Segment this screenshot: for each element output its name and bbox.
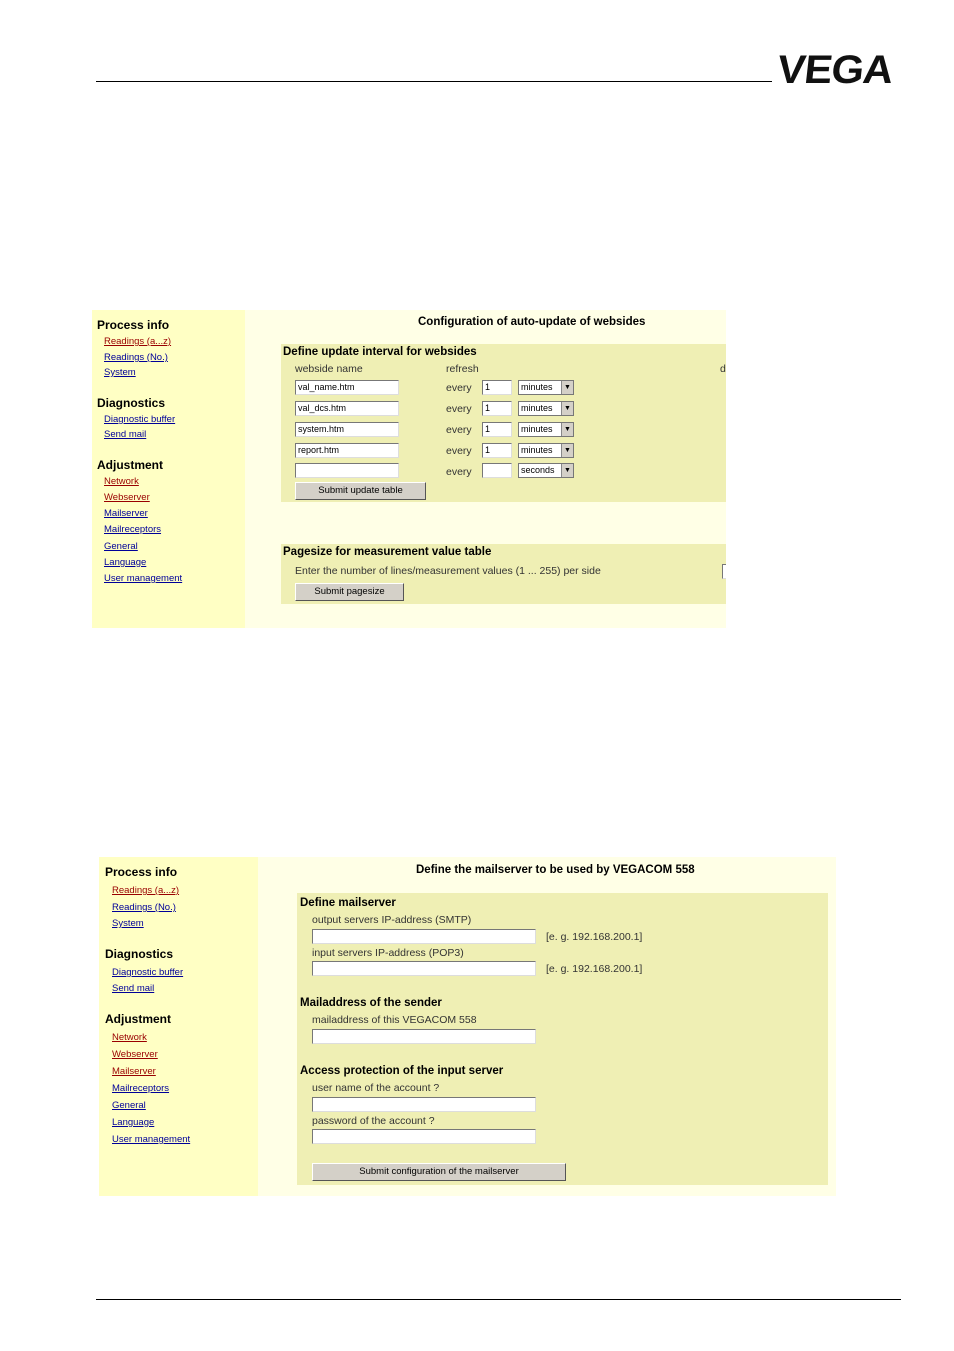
- unit-select-value: minutes: [521, 445, 553, 455]
- user-name-input[interactable]: [312, 1097, 536, 1112]
- sidebar-link-user-management[interactable]: User management: [104, 573, 183, 584]
- interval-input[interactable]: 1: [482, 401, 512, 416]
- pagesize-panel-heading: Pagesize for measurement value table: [283, 546, 492, 558]
- vega-logo: VEGA: [775, 48, 895, 92]
- sender-heading: Mailaddress of the sender: [300, 997, 442, 1009]
- unit-select-value: minutes: [521, 382, 553, 392]
- pagesize-input[interactable]: [722, 564, 726, 579]
- unit-select[interactable]: [518, 380, 574, 395]
- sidebar-link-mailserver[interactable]: Mailserver: [104, 508, 148, 519]
- page-title: Configuration of auto-update of websides: [418, 316, 646, 328]
- submit-mailserver-button[interactable]: Submit configuration of the mailserver: [312, 1163, 566, 1181]
- sidebar-heading-adjustment: Adjustment: [105, 1012, 171, 1026]
- pagesize-panel: [281, 544, 726, 604]
- page-title: Define the mailserver to be used by VEGACOM 558: [416, 864, 695, 876]
- interval-input[interactable]: 1: [482, 443, 512, 458]
- update-panel-heading: Define update interval for websides: [283, 346, 477, 358]
- sidebar-link-language[interactable]: Language: [104, 557, 147, 568]
- sidebar-link-mailreceptors[interactable]: Mailreceptors: [112, 1083, 170, 1094]
- pagesize-instruction: Enter the number of lines/measurement values (1 ... 255) per side: [295, 565, 601, 577]
- chevron-down-icon: ▼: [561, 402, 573, 415]
- sidebar-link-mailserver[interactable]: Mailserver: [112, 1066, 156, 1077]
- pop3-hint: [e. g. 192.168.200.1]: [546, 963, 643, 975]
- mailserver-panel: [297, 893, 828, 1185]
- sidebar-link-send-mail[interactable]: Send mail: [104, 429, 147, 440]
- footer-rule: [96, 1299, 901, 1300]
- sidebar-link-general[interactable]: General: [112, 1100, 146, 1111]
- screenshot-auto-update: [92, 310, 726, 628]
- column-cut: d: [720, 363, 726, 375]
- sidebar-link-webserver[interactable]: Webserver: [112, 1049, 158, 1060]
- sidebar-link-general[interactable]: General: [104, 541, 138, 552]
- every-label: every: [446, 424, 472, 436]
- sidebar: [92, 310, 245, 628]
- smtp-address-input[interactable]: [312, 929, 536, 944]
- webside-name-input[interactable]: [295, 463, 399, 478]
- sidebar-link-mailreceptors[interactable]: Mailreceptors: [104, 524, 162, 535]
- webside-name-input[interactable]: report.htm: [295, 443, 399, 458]
- smtp-hint: [e. g. 192.168.200.1]: [546, 931, 643, 943]
- unit-select[interactable]: [518, 401, 574, 416]
- sidebar-link-user-management[interactable]: User management: [112, 1134, 191, 1145]
- webside-name-input[interactable]: val_dcs.htm: [295, 401, 399, 416]
- sidebar-link-readings-no[interactable]: Readings (No.): [112, 902, 176, 913]
- chevron-down-icon: ▼: [561, 444, 573, 457]
- unit-select-value: minutes: [521, 424, 553, 434]
- sidebar-link-diagnostic-buffer[interactable]: Diagnostic buffer: [112, 967, 184, 978]
- access-heading: Access protection of the input server: [300, 1065, 504, 1077]
- submit-pagesize-button[interactable]: Submit pagesize: [295, 583, 404, 601]
- pop3-address-input[interactable]: [312, 961, 536, 976]
- sidebar-link-network[interactable]: Network: [112, 1032, 147, 1043]
- every-label: every: [446, 382, 472, 394]
- sidebar-heading-diagnostics: Diagnostics: [97, 396, 166, 410]
- sidebar-link-webserver[interactable]: Webserver: [104, 492, 150, 503]
- password-label: password of the account ?: [312, 1115, 435, 1127]
- unit-select[interactable]: [518, 443, 574, 458]
- smtp-label: output servers IP-address (SMTP): [312, 914, 472, 926]
- submit-update-table-button[interactable]: Submit update table: [295, 482, 426, 500]
- password-input[interactable]: [312, 1129, 536, 1144]
- interval-input[interactable]: [482, 463, 512, 478]
- sidebar-link-readings-az[interactable]: Readings (a...z): [112, 885, 180, 896]
- unit-select[interactable]: [518, 422, 574, 437]
- every-label: every: [446, 466, 472, 478]
- column-webside-name: webside name: [295, 363, 363, 375]
- user-name-label: user name of the account ?: [312, 1082, 440, 1094]
- sidebar-link-diagnostic-buffer[interactable]: Diagnostic buffer: [104, 414, 176, 425]
- screenshot-mailserver: [99, 857, 836, 1196]
- sidebar-link-language[interactable]: Language: [112, 1117, 155, 1128]
- unit-select-value: minutes: [521, 403, 553, 413]
- sidebar-link-send-mail[interactable]: Send mail: [112, 983, 155, 994]
- every-label: every: [446, 403, 472, 415]
- sidebar-link-system[interactable]: System: [104, 367, 136, 378]
- sidebar: [99, 857, 258, 1196]
- sidebar-heading-process-info: Process info: [105, 865, 178, 879]
- sender-label: mailaddress of this VEGACOM 558: [312, 1014, 477, 1026]
- interval-input[interactable]: 1: [482, 422, 512, 437]
- unit-select-value: seconds: [521, 465, 555, 475]
- webside-name-input[interactable]: val_name.htm: [295, 380, 399, 395]
- pop3-label: input servers IP-address (POP3): [312, 947, 464, 959]
- sidebar-link-system[interactable]: System: [112, 918, 144, 929]
- sidebar-link-readings-no[interactable]: Readings (No.): [104, 352, 168, 363]
- column-refresh: refresh: [446, 363, 479, 375]
- mailserver-heading: Define mailserver: [300, 897, 396, 909]
- interval-input[interactable]: 1: [482, 380, 512, 395]
- chevron-down-icon: ▼: [561, 423, 573, 436]
- sidebar-link-readings-az[interactable]: Readings (a...z): [104, 336, 172, 347]
- chevron-down-icon: ▼: [561, 464, 573, 477]
- sidebar-heading-adjustment: Adjustment: [97, 458, 163, 472]
- webside-name-input[interactable]: system.htm: [295, 422, 399, 437]
- header-rule: [96, 81, 772, 82]
- sender-address-input[interactable]: [312, 1029, 536, 1044]
- every-label: every: [446, 445, 472, 457]
- unit-select[interactable]: [518, 463, 574, 478]
- chevron-down-icon: ▼: [561, 381, 573, 394]
- update-panel: [281, 344, 726, 502]
- sidebar-heading-process-info: Process info: [97, 318, 170, 332]
- sidebar-link-network[interactable]: Network: [104, 476, 139, 487]
- sidebar-heading-diagnostics: Diagnostics: [105, 947, 174, 961]
